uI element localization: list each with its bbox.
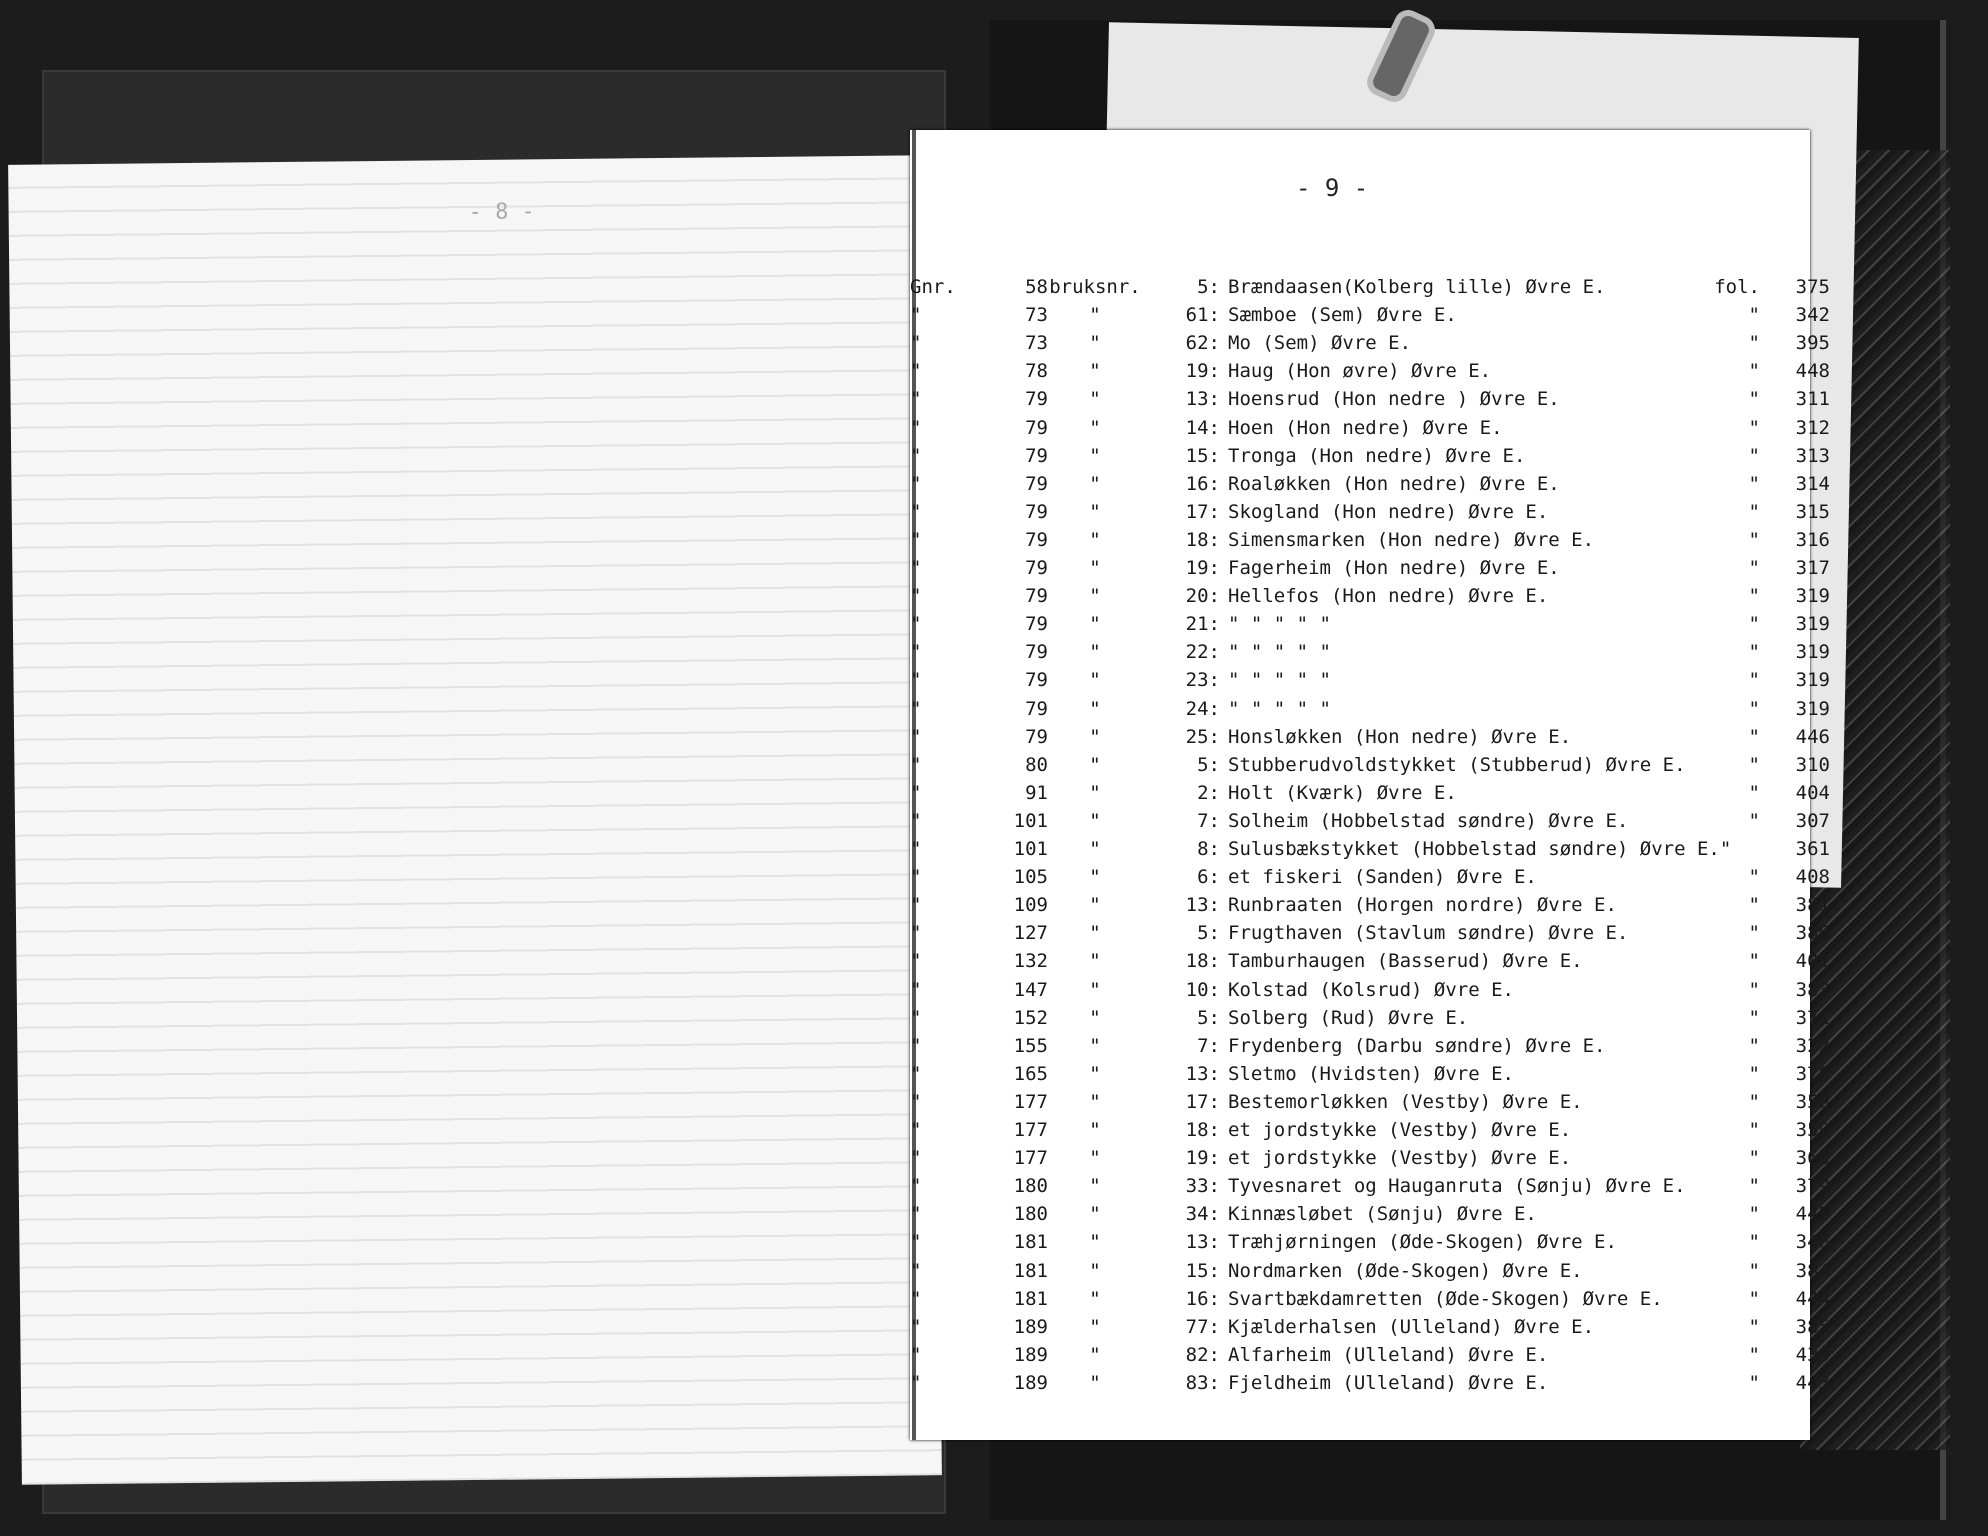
gnr-number: 189 xyxy=(1013,1343,1048,1366)
bruksnr-ditto: " xyxy=(1089,922,1101,945)
gnr-number: 79 xyxy=(1025,444,1048,467)
fol-ditto: " xyxy=(1748,1203,1760,1226)
property-name: Honsløkken (Hon nedre) Øvre E. xyxy=(1228,725,1572,748)
fol-ditto: " xyxy=(1748,1287,1760,1310)
property-name: Sletmo (Hvidsten) Øvre E. xyxy=(1228,1062,1514,1085)
bruksnr-ditto: " xyxy=(1089,1287,1101,1310)
folio-number: 307 xyxy=(1795,809,1830,832)
bruk-number: 7: xyxy=(1197,809,1220,832)
bruk-number: 16: xyxy=(1185,472,1220,495)
bruksnr-ditto: " xyxy=(1089,500,1101,523)
bruksnr-ditto: " xyxy=(1089,950,1101,973)
folio-number: 346 xyxy=(1795,1231,1830,1254)
property-name: " " " " " xyxy=(1228,641,1331,664)
gnr-ditto: " xyxy=(910,1343,922,1366)
gnr-ditto: " xyxy=(910,1034,922,1057)
bruksnr-ditto: " xyxy=(1089,1147,1101,1170)
gnr-ditto: " xyxy=(910,1006,922,1029)
gnr-number: 189 xyxy=(1013,1315,1048,1338)
fol-ditto: " xyxy=(1748,528,1760,551)
left-page xyxy=(8,155,942,1485)
bruk-number: 13: xyxy=(1185,894,1220,917)
bruksnr-ditto: " xyxy=(1089,838,1101,860)
fol-ditto: " xyxy=(1748,781,1760,804)
fol-ditto: " xyxy=(1748,500,1760,523)
bruk-number: 83: xyxy=(1185,1371,1220,1394)
folio-number: 319 xyxy=(1795,613,1830,636)
property-name: Stubberudvoldstykket (Stubberud) Øvre E. xyxy=(1228,753,1686,776)
folio-number: 322 xyxy=(1795,1034,1830,1057)
bruk-number: 13: xyxy=(1185,1231,1220,1254)
property-name: " " " " " xyxy=(1228,613,1331,636)
bruksnr-ditto: " xyxy=(1089,1119,1101,1141)
property-name: Sæmboe (Sem) Øvre E. xyxy=(1228,304,1457,327)
bruksnr-ditto: " xyxy=(1089,388,1101,411)
fol-ditto: " xyxy=(1748,304,1760,327)
fol-ditto: " xyxy=(1748,1371,1760,1394)
property-name: Kjælderhalsen (Ulleland) Øvre E. xyxy=(1228,1315,1595,1338)
property-name: et jordstykke (Vestby) Øvre E. xyxy=(1228,1147,1572,1170)
folio-number: 446 xyxy=(1795,725,1830,748)
gnr-ditto: " xyxy=(910,500,922,523)
property-name: Tronga (Hon nedre) Øvre E. xyxy=(1228,444,1526,467)
bruk-number: 5: xyxy=(1197,753,1220,776)
fol-ditto: " xyxy=(1748,1119,1760,1141)
bruk-number: 5: xyxy=(1197,1006,1220,1029)
gnr-ditto: " xyxy=(910,444,922,467)
fol-ditto: " xyxy=(1748,1343,1760,1366)
bruksnr-ditto: " xyxy=(1089,1231,1101,1254)
bruk-number: 19: xyxy=(1185,1147,1220,1170)
gnr-ditto: " xyxy=(910,585,922,608)
gnr-ditto: " xyxy=(910,697,922,720)
folio-number: 319 xyxy=(1795,669,1830,692)
fol-ditto: " xyxy=(1748,1006,1760,1029)
fol-ditto: " xyxy=(1748,1315,1760,1338)
property-name: Kolstad (Kolsrud) Øvre E. xyxy=(1228,978,1514,1001)
fol-ditto: " xyxy=(1748,697,1760,720)
property-name: Frugthaven (Stavlum søndre) Øvre E. xyxy=(1228,922,1629,945)
bruk-number: 15: xyxy=(1185,1259,1220,1282)
fol-ditto: " xyxy=(1748,1090,1760,1113)
property-name: Skogland (Hon nedre) Øvre E. xyxy=(1228,500,1549,523)
fol-ditto: " xyxy=(1748,613,1760,636)
gnr-ditto: " xyxy=(910,809,922,832)
folio-number: 342 xyxy=(1795,304,1830,327)
folio-number: 385 xyxy=(1795,1315,1830,1338)
fol-ditto: " xyxy=(1748,472,1760,495)
fol-ditto: " xyxy=(1748,1147,1760,1170)
bruk-number: 19: xyxy=(1185,360,1220,383)
folio-number: 361 xyxy=(1795,838,1830,860)
gnr-number: 79 xyxy=(1025,697,1048,720)
bruksnr-ditto: " xyxy=(1089,304,1101,327)
property-name: Træhjørningen (Øde-Skogen) Øvre E. xyxy=(1228,1231,1617,1254)
fol-ditto: " xyxy=(1748,669,1760,692)
bruk-number: 77: xyxy=(1185,1315,1220,1338)
gnr-ditto: " xyxy=(910,1147,922,1170)
gnr-number: 79 xyxy=(1025,500,1048,523)
property-name: Simensmarken (Hon nedre) Øvre E. xyxy=(1228,528,1595,551)
fol-ditto: " xyxy=(1748,416,1760,439)
folio-number: 439 xyxy=(1795,1343,1830,1366)
gnr-number: 105 xyxy=(1013,866,1048,889)
fol-ditto: " xyxy=(1748,332,1760,355)
fol-ditto: " xyxy=(1748,950,1760,973)
property-name: Solheim (Hobbelstad søndre) Øvre E. xyxy=(1228,809,1629,832)
fol-ditto: " xyxy=(1748,388,1760,411)
folio-number: 379 xyxy=(1795,1175,1830,1198)
bruk-number: 34: xyxy=(1185,1203,1220,1226)
gnr-number: 132 xyxy=(1013,950,1048,973)
bruksnr-ditto: " xyxy=(1089,1034,1101,1057)
folio-number: 315 xyxy=(1795,500,1830,523)
gnr-number: 147 xyxy=(1013,978,1048,1001)
fol-ditto: " xyxy=(1748,1034,1760,1057)
gnr-number: 181 xyxy=(1013,1287,1048,1310)
bruk-number: 7: xyxy=(1197,1034,1220,1057)
folio-number: 317 xyxy=(1795,557,1830,579)
gnr-ditto: " xyxy=(910,1259,922,1282)
gnr-ditto: " xyxy=(910,1090,922,1113)
page-number: - 9 - xyxy=(1296,174,1369,202)
gnr-number: 180 xyxy=(1013,1175,1048,1198)
bruksnr-ditto: " xyxy=(1089,669,1101,692)
bruksnr-ditto: " xyxy=(1089,809,1101,832)
folio-number: 443 xyxy=(1795,1371,1830,1394)
fol-ditto: " xyxy=(1748,922,1760,945)
gnr-number: 155 xyxy=(1013,1034,1048,1057)
folio-number: 445 xyxy=(1795,1203,1830,1226)
folio-number: 375 xyxy=(1795,276,1830,298)
gnr-ditto: " xyxy=(910,838,922,860)
gnr-ditto: " xyxy=(910,1371,922,1394)
bruksnr-ditto: " xyxy=(1089,585,1101,608)
gnr-ditto: " xyxy=(910,416,922,439)
bruksnr-ditto: " xyxy=(1089,613,1101,636)
bruksnr-ditto: " xyxy=(1089,332,1101,355)
folio-number: 319 xyxy=(1795,697,1830,720)
gnr-ditto: " xyxy=(910,978,922,1001)
bruksnr-ditto: " xyxy=(1089,1371,1101,1394)
folio-number: 313 xyxy=(1795,444,1830,467)
gnr-number: 79 xyxy=(1025,669,1048,692)
bruk-number: 2: xyxy=(1197,781,1220,804)
property-name: Bestemorløkken (Vestby) Øvre E. xyxy=(1228,1090,1583,1113)
property-name: Tamburhaugen (Basserud) Øvre E. xyxy=(1228,950,1583,973)
gnr-number: 152 xyxy=(1013,1006,1048,1029)
folio-number: 370 xyxy=(1795,1062,1830,1085)
property-name: Kinnæsløbet (Sønju) Øvre E. xyxy=(1228,1203,1537,1226)
bruk-number: 18: xyxy=(1185,950,1220,973)
property-name: " " " " " xyxy=(1228,697,1331,720)
gnr-number: 78 xyxy=(1025,360,1048,383)
gnr-ditto: " xyxy=(910,557,922,579)
gnr-number: 79 xyxy=(1025,641,1048,664)
bruksnr-ditto: " xyxy=(1089,1090,1101,1113)
folio-number: 314 xyxy=(1795,472,1830,495)
gnr-ditto: " xyxy=(910,613,922,636)
bruk-number: 23: xyxy=(1185,669,1220,692)
property-name: Nordmarken (Øde-Skogen) Øvre E. xyxy=(1228,1259,1583,1282)
bruk-number: 20: xyxy=(1185,585,1220,608)
bruk-number: 5: xyxy=(1197,922,1220,945)
fol-ditto: " xyxy=(1748,809,1760,832)
gnr-number: 101 xyxy=(1013,838,1048,860)
fol-ditto: " xyxy=(1748,725,1760,748)
bruksnr-ditto: " xyxy=(1089,753,1101,776)
bruk-number: 21: xyxy=(1185,613,1220,636)
property-name: Solberg (Rud) Øvre E. xyxy=(1228,1006,1469,1029)
bruk-number: 14: xyxy=(1185,416,1220,439)
gnr-number: 79 xyxy=(1025,388,1048,411)
fol-ditto: " xyxy=(1748,753,1760,776)
fol-ditto: " xyxy=(1748,585,1760,608)
bruk-number: 24: xyxy=(1185,697,1220,720)
bruk-number: 33: xyxy=(1185,1175,1220,1198)
bruk-number: 16: xyxy=(1185,1287,1220,1310)
property-name: Holt (Kværk) Øvre E. xyxy=(1228,781,1457,804)
property-name: Hoensrud (Hon nedre ) Øvre E. xyxy=(1228,388,1560,411)
gnr-number: 127 xyxy=(1013,922,1048,945)
bruk-number: 17: xyxy=(1185,500,1220,523)
folio-number: 358 xyxy=(1795,1090,1830,1113)
property-name: Brændaasen(Kolberg lille) Øvre E. xyxy=(1228,276,1606,298)
gnr-number: 189 xyxy=(1013,1371,1048,1394)
gnr-number: 79 xyxy=(1025,416,1048,439)
fol-ditto: " xyxy=(1748,360,1760,383)
bruksnr-ditto: " xyxy=(1089,472,1101,495)
gnr-ditto: " xyxy=(910,641,922,664)
folio-number: 395 xyxy=(1795,332,1830,355)
gnr-ditto: " xyxy=(910,1062,922,1085)
fol-ditto: " xyxy=(1748,557,1760,579)
gnr-number: 181 xyxy=(1013,1259,1048,1282)
folio-number: 444 xyxy=(1795,1287,1830,1310)
gnr-number: 79 xyxy=(1025,613,1048,636)
folio-number: 360 xyxy=(1795,1147,1830,1170)
folio-number: 383 xyxy=(1795,978,1830,1001)
gnr-ditto: " xyxy=(910,922,922,945)
gnr-ditto: " xyxy=(910,1175,922,1198)
gnr-ditto: " xyxy=(910,360,922,383)
gnr-value: 58 xyxy=(1025,276,1048,298)
gnr-ditto: " xyxy=(910,866,922,889)
property-name: et jordstykke (Vestby) Øvre E. xyxy=(1228,1119,1572,1141)
gnr-number: 80 xyxy=(1025,753,1048,776)
fol-ditto: " xyxy=(1748,1259,1760,1282)
gnr-number: 91 xyxy=(1025,781,1048,804)
bruk-number: 13: xyxy=(1185,388,1220,411)
folio-number: 408 xyxy=(1795,866,1830,889)
bruk-number: 82: xyxy=(1185,1343,1220,1366)
folio-number: 401 xyxy=(1795,950,1830,973)
bruksnr-ditto: " xyxy=(1089,641,1101,664)
bruksnr-ditto: " xyxy=(1089,360,1101,383)
property-name: Svartbækdamretten (Øde-Skogen) Øvre E. xyxy=(1228,1287,1663,1310)
gnr-ditto: " xyxy=(910,1315,922,1338)
gnr-ditto: " xyxy=(910,1119,922,1141)
bruksnr-ditto: " xyxy=(1089,1006,1101,1029)
bruksnr-ditto: " xyxy=(1089,1259,1101,1282)
bruksnr-ditto: " xyxy=(1089,1203,1101,1226)
bruk-number: 62: xyxy=(1185,332,1220,355)
bruk-number: 25: xyxy=(1185,725,1220,748)
folio-number: 319 xyxy=(1795,641,1830,664)
gnr-number: 181 xyxy=(1013,1231,1048,1254)
property-name: Roaløkken (Hon nedre) Øvre E. xyxy=(1228,472,1560,495)
bruksnr-ditto: " xyxy=(1089,528,1101,551)
folio-number: 316 xyxy=(1795,528,1830,551)
bruk-number: 8: xyxy=(1197,838,1220,860)
property-name: Alfarheim (Ulleland) Øvre E. xyxy=(1228,1343,1549,1366)
gnr-ditto: " xyxy=(910,304,922,327)
gnr-ditto: " xyxy=(910,528,922,551)
bruk-number: 18: xyxy=(1185,1119,1220,1141)
bruk-number: 5: xyxy=(1197,276,1220,298)
folio-number: 359 xyxy=(1795,1119,1830,1141)
bruksnr-ditto: " xyxy=(1089,1343,1101,1366)
bruksnr-ditto: " xyxy=(1089,725,1101,748)
folio-number: 319 xyxy=(1795,585,1830,608)
gnr-ditto: " xyxy=(910,388,922,411)
bruksnr-ditto: " xyxy=(1089,416,1101,439)
fol-ditto: " xyxy=(1748,866,1760,889)
property-name: Mo (Sem) Øvre E. xyxy=(1228,332,1412,355)
bruk-number: 22: xyxy=(1185,641,1220,664)
gnr-ditto: " xyxy=(910,894,922,917)
gnr-label: Gnr. xyxy=(910,276,956,298)
fol-ditto: " xyxy=(1748,1062,1760,1085)
property-name: Fjeldheim (Ulleland) Øvre E. xyxy=(1228,1371,1549,1394)
bruk-number: 18: xyxy=(1185,528,1220,551)
gnr-ditto: " xyxy=(910,1287,922,1310)
property-name: Fagerheim (Hon nedre) Øvre E. xyxy=(1228,557,1560,579)
gnr-ditto: " xyxy=(910,669,922,692)
bruk-number: 15: xyxy=(1185,444,1220,467)
gnr-number: 73 xyxy=(1025,304,1048,327)
gnr-ditto: " xyxy=(910,781,922,804)
bruksnr-ditto: " xyxy=(1089,697,1101,720)
gnr-ditto: " xyxy=(910,332,922,355)
left-page-number: - 8 - xyxy=(468,199,536,226)
folio-number: 386 xyxy=(1795,922,1830,945)
folio-number: 312 xyxy=(1795,416,1830,439)
property-name: Haug (Hon øvre) Øvre E. xyxy=(1228,360,1492,383)
gnr-ditto: " xyxy=(910,725,922,748)
property-name: " " " " " xyxy=(1228,669,1331,692)
bruk-number: 6: xyxy=(1197,866,1220,889)
gnr-ditto: " xyxy=(910,472,922,495)
gnr-number: 177 xyxy=(1013,1119,1048,1141)
gnr-number: 165 xyxy=(1013,1062,1048,1085)
bruk-number: 19: xyxy=(1185,557,1220,579)
fol-ditto: " xyxy=(1748,1175,1760,1198)
faded-text-lines xyxy=(8,155,942,1485)
gnr-number: 101 xyxy=(1013,809,1048,832)
bruksnr-ditto: " xyxy=(1089,894,1101,917)
bruksnr-label: bruksnr. xyxy=(1049,276,1141,298)
gnr-number: 79 xyxy=(1025,585,1048,608)
bruksnr-ditto: " xyxy=(1089,1315,1101,1338)
fol-label: fol. xyxy=(1714,276,1760,298)
folio-number: 311 xyxy=(1795,388,1830,411)
gnr-number: 177 xyxy=(1013,1090,1048,1113)
gnr-number: 109 xyxy=(1013,894,1048,917)
bruksnr-ditto: " xyxy=(1089,866,1101,889)
bruk-number: 13: xyxy=(1185,1062,1220,1085)
folio-number: 381 xyxy=(1795,894,1830,917)
bruksnr-ditto: " xyxy=(1089,1062,1101,1085)
property-name: Runbraaten (Horgen nordre) Øvre E. xyxy=(1228,894,1617,917)
property-name: Frydenberg (Darbu søndre) Øvre E. xyxy=(1228,1034,1606,1057)
bruksnr-ditto: " xyxy=(1089,1175,1101,1198)
gnr-number: 180 xyxy=(1013,1203,1048,1226)
bruk-number: 10: xyxy=(1185,978,1220,1001)
fol-ditto: " xyxy=(1748,894,1760,917)
folio-number: 448 xyxy=(1795,360,1830,383)
folio-number: 371 xyxy=(1795,1006,1830,1029)
folio-number: 310 xyxy=(1795,753,1830,776)
bruksnr-ditto: " xyxy=(1089,557,1101,579)
folio-number: 404 xyxy=(1795,781,1830,804)
property-name: et fiskeri (Sanden) Øvre E. xyxy=(1228,866,1537,889)
property-name: Tyvesnaret og Hauganruta (Sønju) Øvre E. xyxy=(1228,1175,1686,1198)
property-name: Hellefos (Hon nedre) Øvre E. xyxy=(1228,585,1549,608)
gnr-number: 177 xyxy=(1013,1147,1048,1170)
fol-ditto: " xyxy=(1748,1231,1760,1254)
gnr-ditto: " xyxy=(910,753,922,776)
property-name: Sulusbækstykket (Hobbelstad søndre) Øvre E." xyxy=(1228,838,1732,860)
fol-ditto: " xyxy=(1748,444,1760,467)
fol-ditto: " xyxy=(1748,641,1760,664)
gnr-number: 79 xyxy=(1025,472,1048,495)
bruksnr-ditto: " xyxy=(1089,978,1101,1001)
bruk-number: 17: xyxy=(1185,1090,1220,1113)
bruksnr-ditto: " xyxy=(1089,444,1101,467)
gnr-ditto: " xyxy=(910,1231,922,1254)
gnr-ditto: " xyxy=(910,1203,922,1226)
fol-ditto: " xyxy=(1748,978,1760,1001)
property-name: Hoen (Hon nedre) Øvre E. xyxy=(1228,416,1503,439)
gnr-number: 79 xyxy=(1025,528,1048,551)
gnr-number: 79 xyxy=(1025,557,1048,579)
gnr-number: 79 xyxy=(1025,725,1048,748)
gnr-ditto: " xyxy=(910,950,922,973)
gnr-number: 73 xyxy=(1025,332,1048,355)
bruksnr-ditto: " xyxy=(1089,781,1101,804)
bruk-number: 61: xyxy=(1185,304,1220,327)
folio-number: 384 xyxy=(1795,1259,1830,1282)
